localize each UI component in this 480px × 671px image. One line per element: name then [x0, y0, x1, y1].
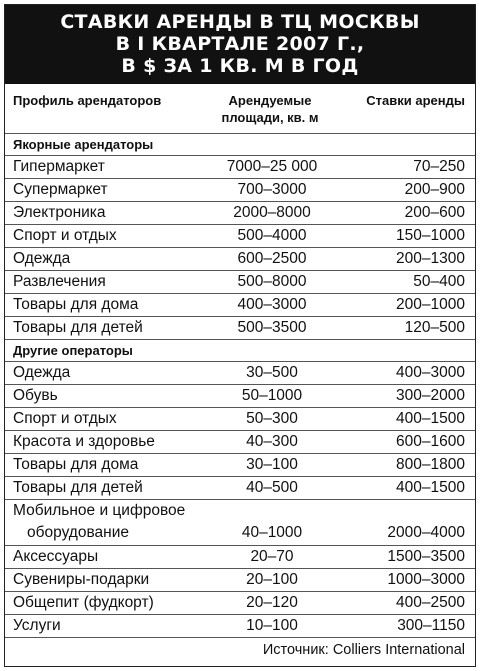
tenant-profile [5, 569, 207, 591]
tenant-profile [5, 454, 207, 476]
table-row [5, 546, 475, 569]
rent-rate: 120–500 [404, 319, 465, 336]
rent-rate: 200–1000 [396, 296, 465, 313]
tenant-profile [5, 385, 207, 407]
rented-area: 40–1000 [241, 524, 303, 541]
rent-rate: 70–250 [413, 158, 465, 175]
tenant-profile [5, 225, 207, 247]
table-row [5, 615, 475, 638]
rent-rate: 1000–3000 [387, 571, 465, 588]
tenant-profile [5, 362, 207, 384]
tenant-profile-text: Товары для дома [13, 456, 139, 473]
table-row [5, 225, 475, 248]
table-row [5, 477, 475, 500]
table-row [5, 454, 475, 477]
table-title [5, 5, 475, 84]
tenant-profile-text: Товары для дома [13, 296, 139, 313]
rented-area: 500–8000 [237, 273, 307, 290]
tenant-profile [5, 615, 207, 637]
tenant-profile [5, 477, 207, 499]
column-header-profile: Профиль арендаторов [13, 93, 162, 108]
table-row [5, 202, 475, 225]
table-row [5, 317, 475, 340]
tenant-profile-text: Товары для детей [13, 319, 143, 336]
tenant-profile-text: Товары для детей [13, 479, 143, 496]
rent-rate: 150–1000 [396, 227, 465, 244]
tenant-profile-text: Красота и здоровье [13, 433, 155, 450]
rent-rate: 200–600 [404, 204, 465, 221]
anchor-rows [5, 156, 475, 340]
tenant-profile [5, 592, 207, 614]
tenant-profile-text: Развлечения [13, 273, 106, 290]
table-row [5, 156, 475, 179]
column-headers [5, 84, 475, 134]
rented-area: 2000–8000 [233, 204, 311, 221]
rented-area: 500–3500 [237, 319, 307, 336]
rented-area: 500–4000 [237, 227, 307, 244]
title-line-3: В $ ЗА 1 КВ. М В ГОД [121, 55, 359, 77]
tenant-profile [5, 202, 207, 224]
rented-area: 20–120 [246, 594, 298, 611]
tenant-profile-text: Спорт и отдых [13, 227, 117, 244]
tenant-profile-text: Одежда [13, 250, 71, 267]
tenant-profile [5, 294, 207, 316]
table-row [5, 271, 475, 294]
rent-rate: 400–1500 [396, 410, 465, 427]
other-rows [5, 362, 475, 638]
column-header-area-line2: площади, кв. м [221, 110, 319, 125]
tenant-profile-text: Электроника [13, 204, 106, 221]
rent-rate: 50–400 [413, 273, 465, 290]
rented-area: 20–70 [250, 548, 294, 565]
table-row [5, 179, 475, 202]
rented-area: 30–100 [246, 456, 298, 473]
rent-rate: 200–1300 [396, 250, 465, 267]
rent-rate: 2000–4000 [387, 524, 465, 541]
tenant-profile [5, 408, 207, 430]
tenant-profile-text: Одежда [13, 364, 71, 381]
rented-area: 50–300 [246, 410, 298, 427]
tenant-profile-text: Услуги [13, 617, 61, 634]
rented-area: 600–2500 [237, 250, 307, 267]
table-row [5, 408, 475, 431]
table-row [5, 294, 475, 317]
rented-area: 20–100 [246, 571, 298, 588]
tenant-profile-text: Мобильное и цифровое [13, 502, 186, 519]
rented-area: 400–3000 [237, 296, 307, 313]
rent-rate: 300–1150 [397, 617, 465, 634]
tenant-profile [5, 317, 207, 339]
tenant-profile [5, 271, 207, 293]
tenant-profile-text: Обувь [13, 387, 58, 404]
rent-rate: 300–2000 [396, 387, 465, 404]
rented-area: 700–3000 [237, 181, 307, 198]
tenant-profile-text: Сувениры-подарки [13, 571, 150, 588]
rented-area: 30–500 [246, 364, 298, 381]
source-note: Источник: Colliers International [262, 642, 465, 658]
rent-rate: 1500–3500 [387, 548, 465, 565]
tenant-profile-text: Гипермаркет [13, 158, 105, 175]
table-row [5, 592, 475, 615]
rented-area: 50–1000 [241, 387, 303, 404]
rented-area: 40–300 [246, 433, 298, 450]
rent-rate: 400–3000 [396, 364, 465, 381]
table-row [5, 500, 475, 546]
tenant-profile-text: Супермаркет [13, 181, 108, 198]
rent-rate: 400–2500 [396, 594, 465, 611]
rented-area: 40–500 [246, 479, 298, 496]
title-line-2: В I КВАРТАЛЕ 2007 Г., [115, 33, 365, 55]
tenant-profile [5, 546, 207, 568]
tenant-profile-text: Общепит (фудкорт) [13, 594, 154, 611]
tenant-profile-text: Спорт и отдых [13, 410, 117, 427]
rent-rate: 800–1800 [396, 456, 465, 473]
table-row [5, 362, 475, 385]
rent-rate: 200–900 [404, 181, 465, 198]
tenant-profile [5, 431, 207, 453]
table-row [5, 248, 475, 271]
tenant-profile [5, 179, 207, 201]
tenant-profile-text-line2: оборудование [27, 524, 129, 541]
table-row [5, 569, 475, 592]
section-other-operators: Другие операторы [5, 340, 475, 362]
tenant-profile-text: Аксессуары [13, 548, 99, 565]
title-line-1: СТАВКИ АРЕНДЫ В ТЦ МОСКВЫ [60, 11, 420, 33]
tenant-profile [5, 248, 207, 270]
tenant-profile [5, 156, 207, 178]
rent-rate: 600–1600 [396, 433, 465, 450]
table-row [5, 385, 475, 408]
column-header-area [205, 92, 335, 133]
rent-rate: 400–1500 [396, 479, 465, 496]
column-header-rate: Ставки аренды [366, 93, 465, 108]
tenant-profile [5, 500, 207, 545]
table-row [5, 431, 475, 454]
section-anchor-tenants: Якорные арендаторы [5, 134, 475, 156]
rented-area: 7000–25 000 [226, 158, 318, 175]
rented-area: 10–100 [246, 617, 298, 634]
rent-rates-table [4, 4, 476, 667]
column-header-area-line1: Арендуемые [228, 93, 312, 108]
